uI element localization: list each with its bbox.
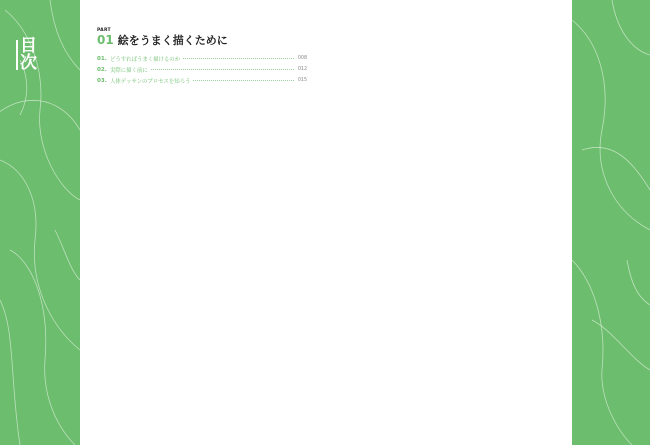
toc-item-number: 01. [97,55,107,62]
toc-item-title: どうすればうまく描けるのか [110,56,181,63]
center-content [80,0,572,445]
right-green-panel [572,0,650,445]
toc-item[interactable] [97,64,307,75]
left-green-panel [0,0,80,445]
part-01-toc [97,53,307,87]
toc-leader [183,58,294,59]
toc-item[interactable] [97,53,307,64]
line-art-illustration-right [572,0,650,445]
toc-item-title: 実際に描く前に [110,67,148,74]
part-number: 01 [97,33,114,47]
toc-item-title: 人体デッサンのプロセスを知ろう [110,78,191,85]
part-01 [97,28,307,87]
toc-item-page: 008 [297,56,307,62]
mokuji-char-2: 次 [20,53,37,73]
toc-item-page: 015 [297,78,307,84]
mokuji-rule [16,40,18,70]
toc-leader [151,69,294,70]
toc-item-page: 012 [297,67,307,73]
toc-leader [193,80,294,81]
toc-item-number: 03. [97,77,107,84]
mokuji-label [12,38,37,72]
part-tag: PART [97,28,111,33]
part-title: 絵をうまく描くために [117,34,228,47]
toc-item[interactable] [97,75,307,86]
toc-item-number: 02. [97,66,107,73]
mokuji-char-1: 目 [20,36,37,56]
